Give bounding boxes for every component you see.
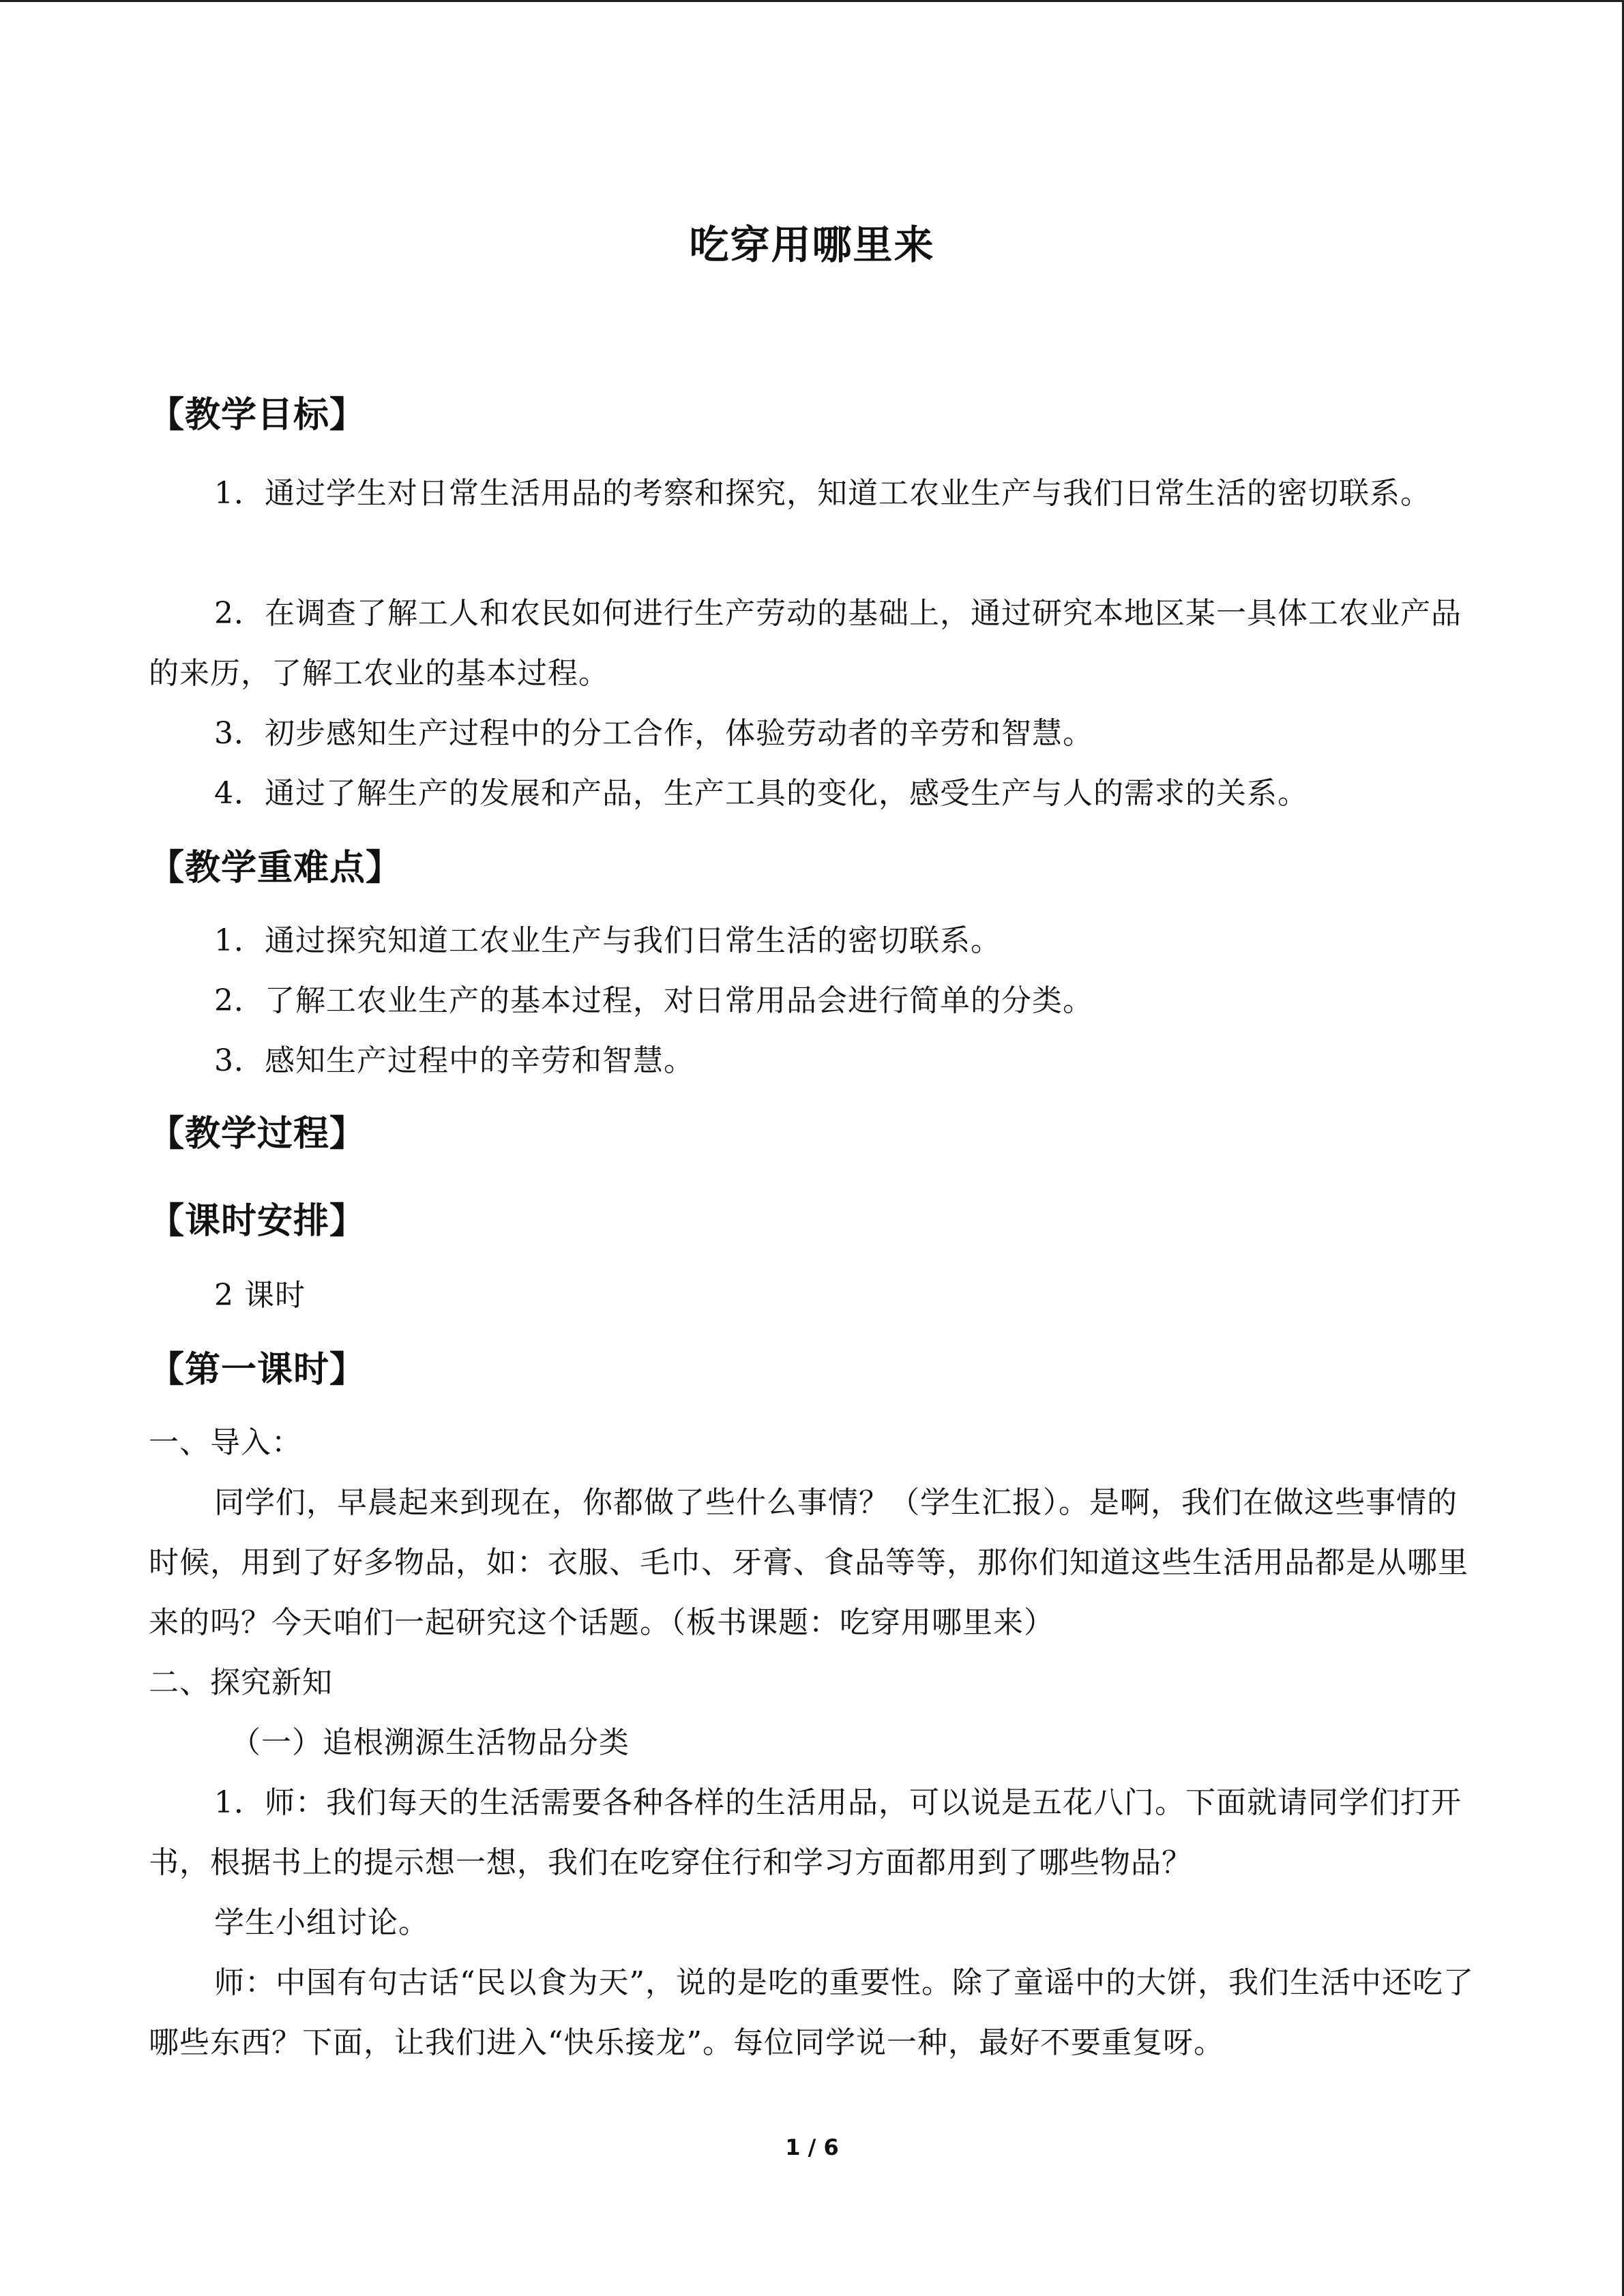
keypoint-item-2: 2．了解工农业生产的基本过程，对日常用品会进行简单的分类。 (214, 983, 1093, 1018)
heading-keypoints: 【教学重难点】 (149, 848, 402, 889)
goal-item-1: 1．通过学生对日常生活用品的考察和探究，知道工农业生产与我们日常生活的密切联系。 (214, 476, 1431, 511)
keypoint-item-3: 3．感知生产过程中的辛劳和智慧。 (214, 1043, 694, 1078)
goal-item-4: 4．通过了解生产的发展和产品，生产工具的变化，感受生产与人的需求的关系。 (214, 776, 1308, 811)
intro-label: 一、导入： (149, 1425, 302, 1460)
intro-text: 同学们，早晨起来到现在，你都做了些什么事情？（学生汇报）。是啊，我们在做这些事情的时候，用到了好多物品，如：衣服、毛巾、牙膏、食品等等，那你们知道这些生活用品都是从哪里来的吗？今天咱们一起研究这个话题。（板书课题：吃穿用哪里来） (149, 1485, 1468, 1640)
explore-label: 二、探究新知 (149, 1665, 333, 1700)
goal-item-3: 3．初步感知生产过程中的分工合作，体验劳动者的辛劳和智慧。 (214, 716, 1093, 751)
sub-label: （一）追根溯源生活物品分类 (231, 1725, 630, 1760)
heading-process: 【教学过程】 (149, 1114, 366, 1154)
goal-item-2: 2．在调查了解工人和农民如何进行生产劳动的基础上，通过研究本地区某一具体工农业产品的来历，了解工农业的基本过程。 (149, 596, 1462, 691)
schedule-text: 2 课时 (214, 1278, 306, 1313)
paragraph-1: 1．师：我们每天的生活需要各种各样的生活用品，可以说是五花八门。下面就请同学们打开书，根据书上的提示想一想，我们在吃穿住行和学习方面都用到了哪些物品？ (149, 1785, 1462, 1880)
paragraph-3: 师：中国有句古话“民以食为天”，说的是吃的重要性。除了童谣中的大饼，我们生活中还吃了哪些东西？下面，让我们进入“快乐接龙”。每位同学说一种，最好不要重复呀。 (149, 1965, 1474, 2060)
page-title: 吃穿用哪里来 (689, 222, 935, 268)
keypoint-item-1: 1．通过探究知道工农业生产与我们日常生活的密切联系。 (214, 923, 1001, 958)
page-number: 1 / 6 (785, 2134, 839, 2160)
heading-goals: 【教学目标】 (149, 395, 366, 436)
heading-schedule: 【课时安排】 (149, 1201, 366, 1242)
paragraph-2: 学生小组讨论。 (214, 1905, 429, 1940)
heading-lesson1: 【第一课时】 (149, 1350, 366, 1390)
page-top-border (0, 0, 1624, 2)
